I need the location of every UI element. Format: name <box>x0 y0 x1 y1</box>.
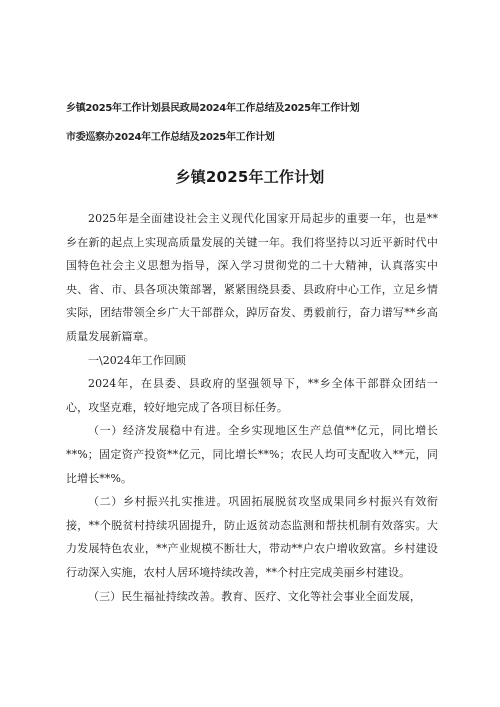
related-title-1: 乡镇2025年工作计划县民政局2024年工作总结及2025年工作计划 <box>66 103 360 114</box>
item-rural-paragraph: （二）乡村振兴扎实推进。巩固拓展脱贫攻坚成果同乡村振兴有效衔接，**个脱贫村持续巩固提升，防止返贫动态监测和帮扶机制有效落实。大力发展特色农业，**产业规模不断壮大，带动**户农户增收致富。乡村建设行动深入实施，农村人居环境持续改善，**个村庄完成美丽乡村建设。 <box>66 495 438 579</box>
item-livelihood-paragraph: （三）民生福祉持续改善。教育、医疗、文化等社会事业全面发展， <box>88 589 421 603</box>
document-body <box>66 207 438 608</box>
item-economy-paragraph: （一）经济发展稳中有进。全乡实现地区生产总值**亿元，同比增长**%；固定资产投资**亿元，同比增长**%；农民人均可支配收入**元，同比增长**%。 <box>66 424 438 485</box>
document-title: 乡镇2025年工作计划 <box>175 168 325 186</box>
section-intro-paragraph: 2024年，在县委、县政府的坚强领导下，**乡全体干部群众团结一心，攻坚克难，较好地完成了各项目标任务。 <box>66 377 438 414</box>
intro-paragraph: 2025年是全面建设社会主义现代化国家开局起步的重要一年，也是**乡在新的起点上实现高质量发展的关键一年。我们将坚持以习近平新时代中国特色社会主义思想为指导，深入学习贯彻党的二十大精神，认真落实中央、省、市、县各项决策部署，紧紧围绕县委、县政府中心工作，立足乡情实际，团结带领全乡广大干部群众，踔厉奋发、勇毅前行，奋力谱写**乡高质量发展新篇章。 <box>66 212 438 343</box>
section-heading: 一\2024年工作回顾 <box>88 353 186 367</box>
related-title-2: 市委巡察办2024年工作总结及2025年工作计划 <box>66 132 275 143</box>
